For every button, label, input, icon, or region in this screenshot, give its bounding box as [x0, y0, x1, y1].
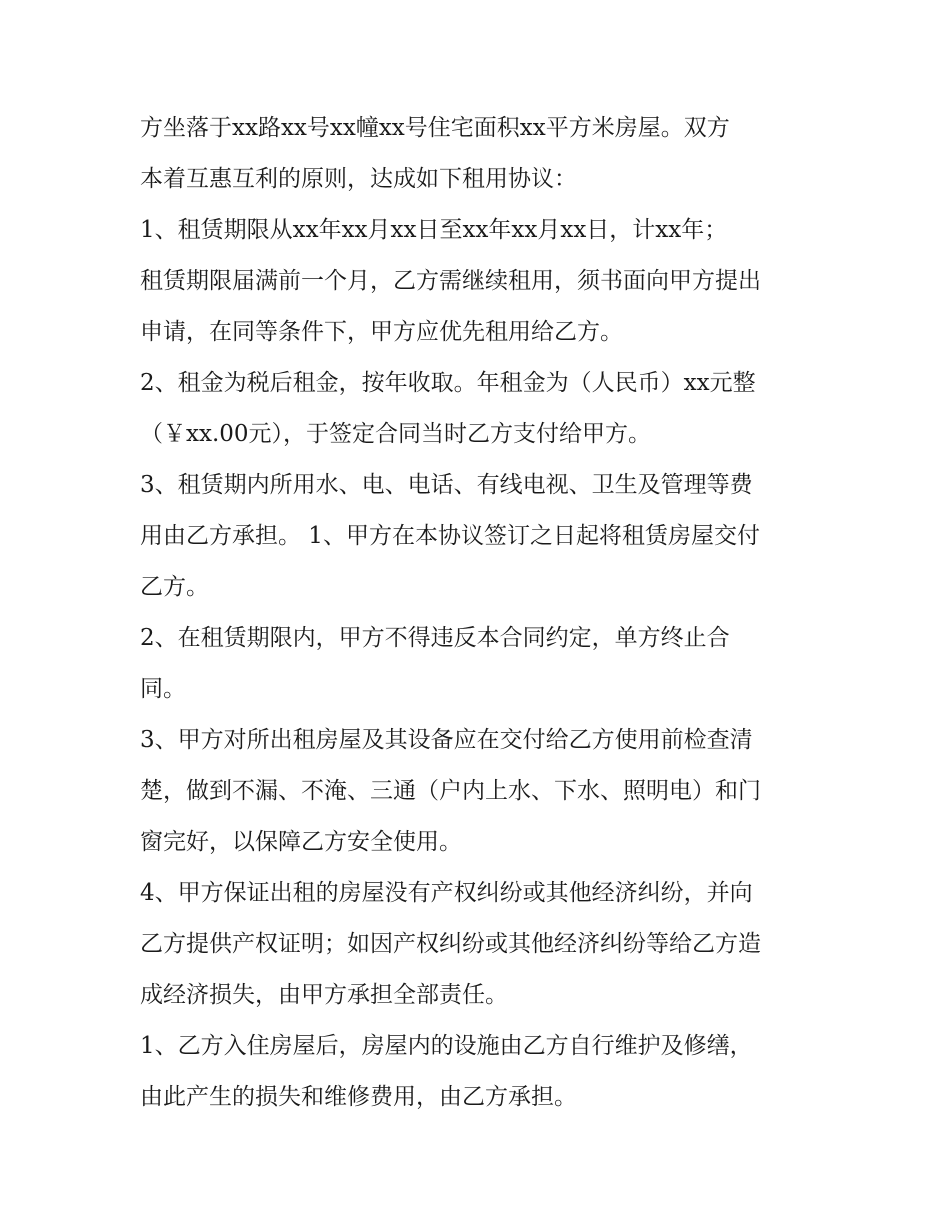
text-line: 租赁期限届满前一个月，乙方需继续租用，须书面向甲方提出	[140, 268, 761, 294]
text-line: 乙方提供产权证明；如因产权纠纷或其他经济纠纷等给乙方造	[140, 931, 761, 957]
text-line: 方坐落于xx路xx号xx幢xx号住宅面积xx平方米房屋。双方	[140, 115, 730, 141]
text-line: 楚，做到不漏、不淹、三通（户内上水、下水、照明电）和门	[140, 778, 761, 804]
text-line: 1、乙方入住房屋后，房屋内的设施由乙方自行维护及修缮，	[140, 1033, 753, 1059]
text-line: 同。	[140, 676, 186, 702]
text-line: 乙方。	[140, 574, 209, 600]
document-body	[140, 103, 820, 1123]
text-line: 4、甲方保证出租的房屋没有产权纠纷或其他经济纠纷，并向	[140, 880, 753, 906]
text-line: 2、在租赁期限内，甲方不得违反本合同约定，单方终止合	[140, 625, 730, 651]
text-line: 成经济损失，由甲方承担全部责任。	[140, 982, 508, 1008]
text-line: 由此产生的损失和维修费用，由乙方承担。	[140, 1084, 577, 1110]
text-line: 3、甲方对所出租房屋及其设备应在交付给乙方使用前检查清	[140, 727, 753, 753]
text-line: 2、租金为税后租金，按年收取。年租金为（人民币）xx元整	[140, 370, 756, 396]
text-line: 申请，在同等条件下，甲方应优先租用给乙方。	[140, 319, 623, 345]
text-line: 3、租赁期内所用水、电、电话、有线电视、卫生及管理等费	[140, 472, 753, 498]
text-line: （￥xx.00元），于签定合同当时乙方支付给甲方。	[140, 421, 652, 447]
text-line: 本着互惠互利的原则，达成如下租用协议：	[140, 166, 577, 192]
text-line: 窗完好，以保障乙方安全使用。	[140, 829, 462, 855]
text-line: 1、租赁期限从xx年xx月xx日至xx年xx月xx日，计xx年；	[140, 217, 728, 243]
text-line: 用由乙方承担。 1、甲方在本协议签订之日起将租赁房屋交付	[140, 523, 760, 549]
